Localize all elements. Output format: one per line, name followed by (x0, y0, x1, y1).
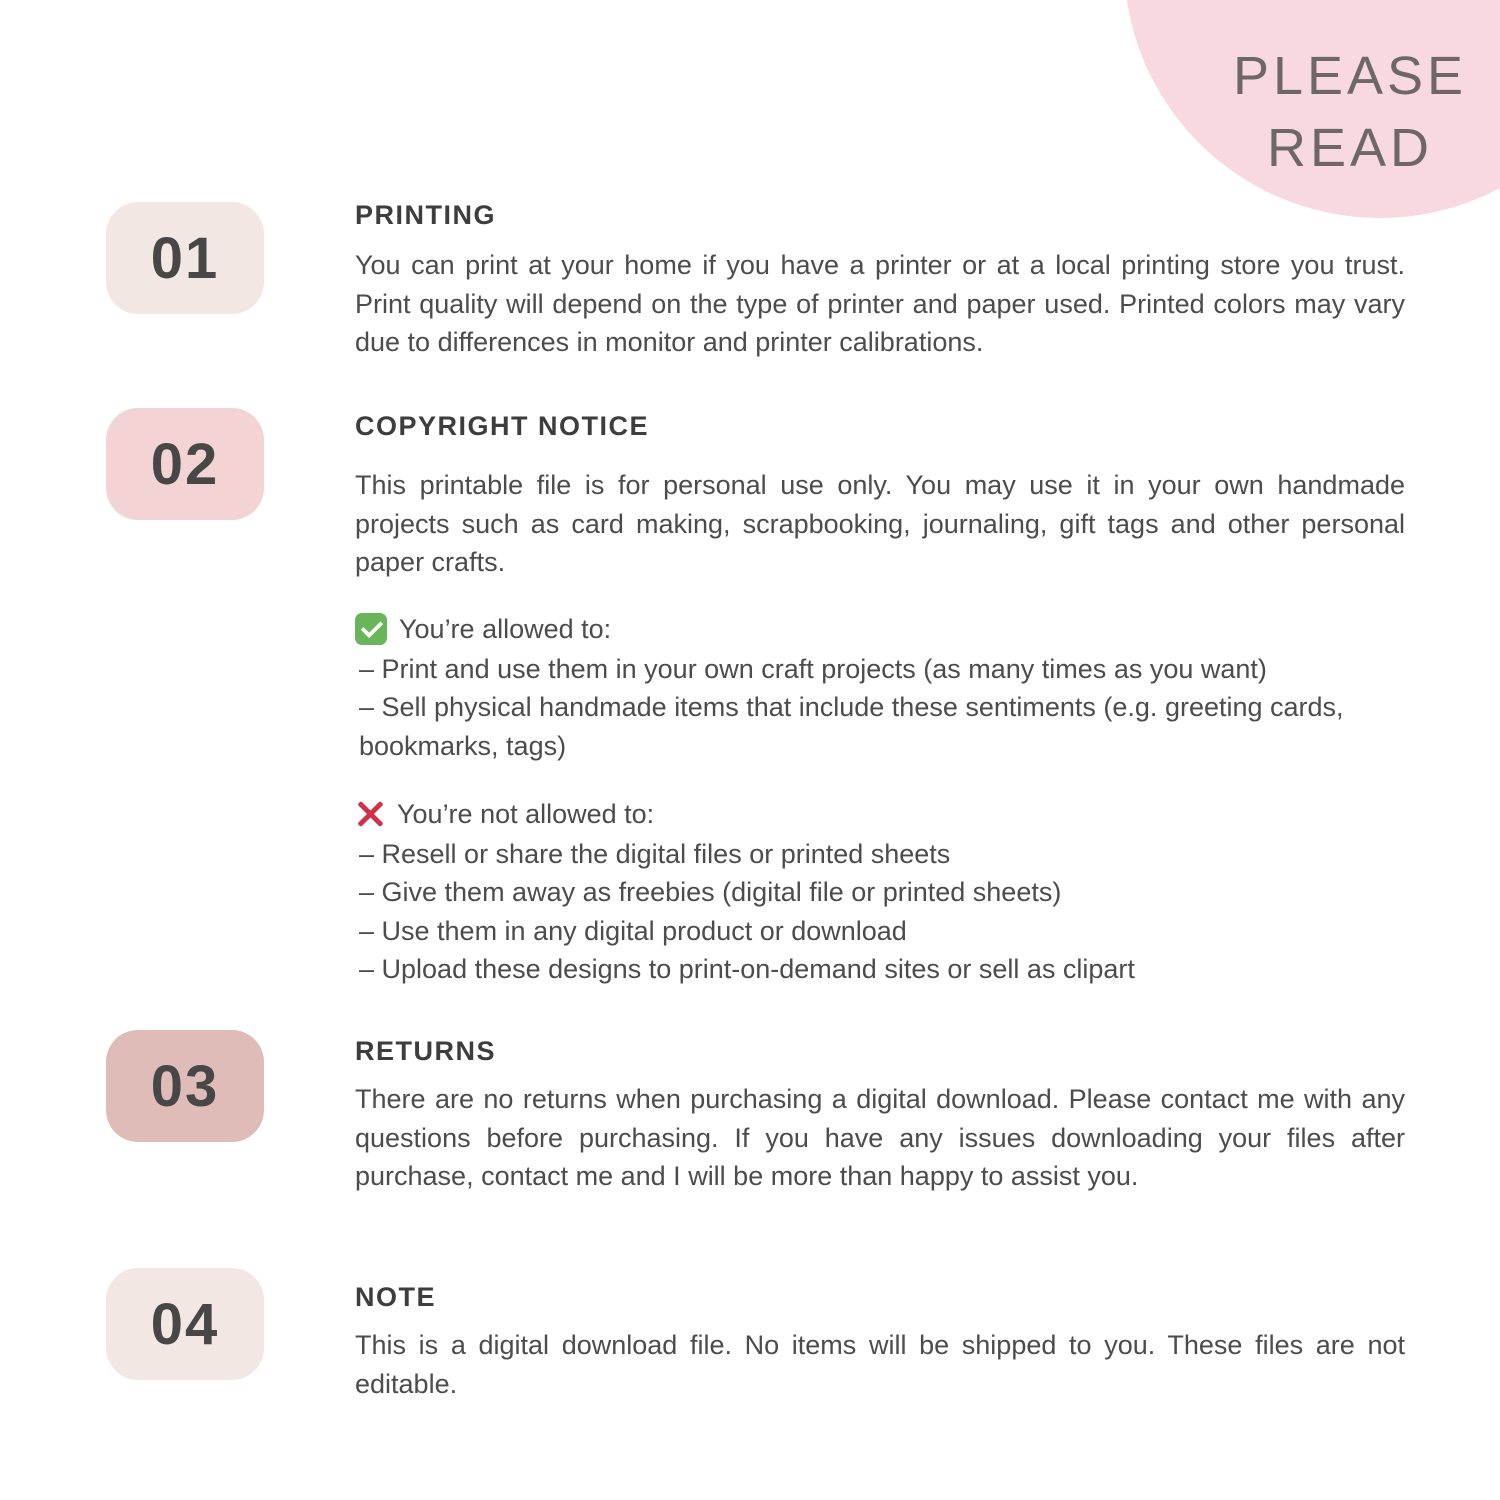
section-03-title: RETURNS (355, 1036, 497, 1066)
section-01-number-badge (106, 202, 264, 314)
section-02-body: This printable file is for personal use only. You may use it in your own handmade projects such as card making, scrapbooking, journaling, gift tags and other personal paper crafts. (355, 470, 1405, 577)
section-02-title: COPYRIGHT NOTICE (355, 411, 650, 441)
section-04-number: 04 (150, 1291, 220, 1357)
section-04-title: NOTE (355, 1282, 437, 1312)
section-04-body: This is a digital download file. No items will be shipped to you. These files are not editable. (355, 1330, 1405, 1399)
not-allowed-item: – Upload these designs to print-on-demand sites or sell as clipart (359, 954, 1135, 984)
not-allowed-item: – Resell or share the digital files or printed sheets (359, 838, 951, 869)
check-icon (355, 613, 387, 645)
cross-icon (355, 799, 385, 829)
allowed-list (355, 610, 1415, 765)
banner-line1: PLEASE (1232, 46, 1468, 106)
section-01-number: 01 (150, 225, 220, 291)
allowed-list-heading (355, 610, 1415, 649)
not-allowed-item: – Give them away as freebies (digital file or printed sheets) (359, 877, 1062, 907)
section-03-body: There are no returns when purchasing a digital download. Please contact me with any questions before purchasing. If you have any issues downloading your files after purchase, contact me and I will be more than happy to assist you. (355, 1084, 1405, 1191)
section-01-title: PRINTING (355, 200, 497, 230)
section-01-body: You can print at your home if you have a printer or at a local printing store you trust. Print quality will depend on the type of printer and paper used. Printed colors may vary due to differences in monitor and printer calibrations. (355, 250, 1405, 357)
banner-line2: READ (1266, 118, 1434, 178)
section-03-number: 03 (150, 1053, 220, 1119)
section-02-number: 02 (150, 431, 220, 497)
section-03-number-badge (106, 1030, 264, 1142)
section-02-number-badge (106, 408, 264, 520)
not-allowed-item: – Use them in any digital product or download (359, 915, 907, 946)
section-04-number-badge (106, 1268, 264, 1380)
not-allowed-heading-label: You’re not allowed to: (397, 799, 655, 829)
allowed-heading-label: You’re allowed to: (399, 614, 612, 644)
allowed-item: – Sell physical handmade items that include these sentiments (e.g. greeting cards, bookmarks, tags) (359, 692, 1344, 761)
not-allowed-list (355, 795, 1415, 989)
not-allowed-list-heading (355, 795, 1415, 834)
allowed-item: – Print and use them in your own craft projects (as many times as you want) (359, 653, 1267, 684)
banner-title (1175, 40, 1500, 184)
